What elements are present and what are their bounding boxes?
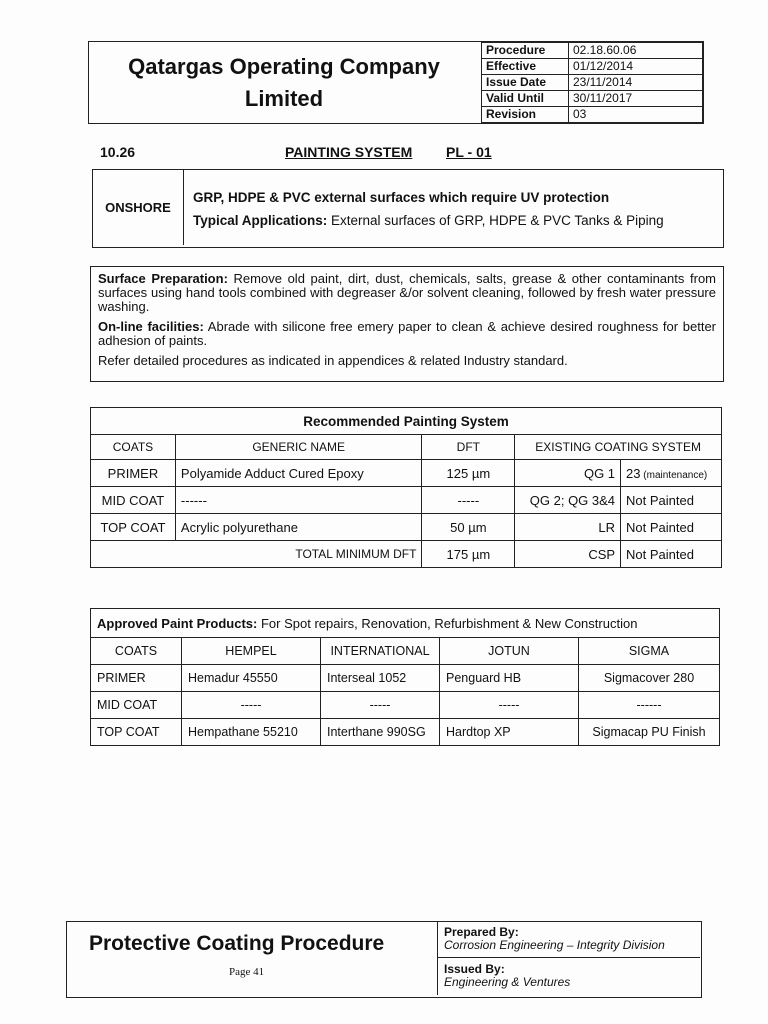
table-total-row (91, 541, 722, 568)
col-header-dft: DFT (422, 435, 515, 460)
meta-key: Valid Until (482, 91, 569, 107)
surface-preparation-paragraph (98, 272, 716, 314)
existing-status-note: (maintenance) (640, 469, 708, 481)
coat-cell: TOP COAT (91, 514, 176, 541)
existing-status-cell: Not Painted (621, 487, 722, 514)
onshore-applications (193, 209, 664, 232)
table-row (91, 719, 720, 746)
international-cell: ----- (321, 692, 440, 719)
dft-cell: 50 µm (422, 514, 515, 541)
coat-cell: MID COAT (91, 692, 182, 719)
total-dft-label: TOTAL MINIMUM DFT (91, 541, 422, 568)
total-dft-value: 175 µm (422, 541, 515, 568)
col-header-coats: COATS (91, 638, 182, 665)
section-title: PAINTING SYSTEM (285, 144, 413, 160)
table-row (91, 460, 722, 487)
meta-row (482, 75, 703, 91)
hempel-cell: Hemadur 45550 (182, 665, 321, 692)
document-header (88, 41, 704, 124)
jotun-cell: Penguard HB (440, 665, 579, 692)
issued-by (438, 959, 700, 995)
generic-name-cell: Acrylic polyurethane (175, 514, 422, 541)
table-row (91, 692, 720, 719)
meta-row (482, 107, 703, 123)
meta-value: 02.18.60.06 (569, 43, 703, 59)
col-header-jotun: JOTUN (440, 638, 579, 665)
meta-row (482, 43, 703, 59)
document-meta-table (481, 42, 703, 123)
table-header-row (91, 435, 722, 460)
section-code: PL - 01 (446, 144, 492, 160)
applications-text: External surfaces of GRP, HDPE & PVC Tanks & Piping (327, 213, 664, 228)
sigma-cell: Sigmacover 280 (579, 665, 720, 692)
existing-status-cell (621, 460, 722, 487)
approved-title-label: Approved Paint Products: (97, 615, 258, 631)
existing-system-cell: QG 2; QG 3&4 (515, 487, 621, 514)
page-number: Page 41 (229, 966, 265, 978)
coat-cell: MID COAT (91, 487, 176, 514)
table-title-row (91, 609, 720, 638)
existing-status-cell: Not Painted (621, 514, 722, 541)
coat-cell: PRIMER (91, 665, 182, 692)
meta-value: 03 (569, 107, 703, 123)
dft-cell: ----- (422, 487, 515, 514)
online-facilities-paragraph (98, 320, 716, 348)
col-header-generic-name: GENERIC NAME (175, 435, 422, 460)
col-header-coats: COATS (91, 435, 176, 460)
table-row (91, 487, 722, 514)
surface-preparation-box (90, 266, 724, 382)
existing-system-cell: QG 1 (515, 460, 621, 487)
sigma-cell: Sigmacap PU Finish (579, 719, 720, 746)
coat-cell: TOP COAT (91, 719, 182, 746)
onshore-label: ONSHORE (93, 170, 184, 245)
recommended-painting-system-table (90, 407, 722, 568)
meta-row (482, 59, 703, 75)
approved-title-text: For Spot repairs, Renovation, Refurbishment & New Construction (257, 615, 638, 631)
table-row (91, 665, 720, 692)
recommended-table-title: Recommended Painting System (91, 408, 722, 435)
generic-name-cell: Polyamide Adduct Cured Epoxy (175, 460, 422, 487)
prepared-by-label: Prepared By: (444, 925, 519, 939)
col-header-existing-coating: EXISTING COATING SYSTEM (515, 435, 722, 460)
footer-responsibility-box (438, 922, 700, 995)
col-header-sigma: SIGMA (579, 638, 720, 665)
meta-row (482, 91, 703, 107)
onshore-box (92, 169, 724, 248)
issued-by-label: Issued By: (444, 962, 505, 976)
document-footer (66, 921, 702, 998)
footer-title: Protective Coating Procedure (89, 932, 385, 955)
applications-label: Typical Applications: (193, 213, 328, 228)
meta-key: Effective (482, 59, 569, 75)
online-facilities-label: On-line facilities: (98, 319, 204, 334)
online-facilities-text: Abrade with silicone free emery paper to clean & achieve desired roughness for better adhesion of paints. (98, 319, 717, 348)
hempel-cell: ----- (182, 692, 321, 719)
meta-value: 23/11/2014 (569, 75, 703, 91)
dft-cell: 125 µm (422, 460, 515, 487)
meta-value: 30/11/2017 (569, 91, 703, 107)
total-existing-status: Not Painted (621, 541, 722, 568)
sigma-cell: ------ (579, 692, 720, 719)
footer-title-box (67, 922, 438, 995)
company-name-box (89, 42, 479, 123)
col-header-hempel: HEMPEL (182, 638, 321, 665)
refer-procedures-paragraph: Refer detailed procedures as indicated in appendices & related Industry standard. (98, 353, 568, 368)
jotun-cell: ----- (440, 692, 579, 719)
company-name-line2: Limited (244, 85, 324, 111)
total-existing-system: CSP (515, 541, 621, 568)
issued-by-value: Engineering & Ventures (444, 975, 571, 989)
generic-name-cell: ------ (175, 487, 422, 514)
surface-preparation-text: Remove old paint, dirt, dust, chemicals, salts, grease & other contaminants from surfaces using hand tools combined with degreaser &/or solvent cleaning, followed by fresh water pressure washing. (98, 271, 717, 314)
existing-status-value: 23 (626, 465, 641, 481)
table-title-row (91, 408, 722, 435)
company-name-line1: Qatargas Operating Company (128, 53, 440, 79)
meta-key: Revision (482, 107, 569, 123)
international-cell: Interseal 1052 (321, 665, 440, 692)
section-number: 10.26 (100, 144, 136, 160)
meta-key: Issue Date (482, 75, 569, 91)
approved-table-title (91, 609, 720, 638)
prepared-by-value: Corrosion Engineering – Integrity Division (444, 938, 665, 952)
onshore-scope: GRP, HDPE & PVC external surfaces which require UV protection (193, 190, 610, 205)
hempel-cell: Hempathane 55210 (182, 719, 321, 746)
international-cell: Interthane 990SG (321, 719, 440, 746)
onshore-description (193, 186, 664, 232)
surface-preparation-label: Surface Preparation: (98, 271, 228, 286)
meta-key: Procedure (482, 43, 569, 59)
jotun-cell: Hardtop XP (440, 719, 579, 746)
table-row (91, 514, 722, 541)
meta-value: 01/12/2014 (569, 59, 703, 75)
existing-system-cell: LR (515, 514, 621, 541)
prepared-by (438, 922, 700, 958)
coat-cell: PRIMER (91, 460, 176, 487)
col-header-international: INTERNATIONAL (321, 638, 440, 665)
approved-paint-products-table (90, 608, 720, 746)
table-header-row (91, 638, 720, 665)
